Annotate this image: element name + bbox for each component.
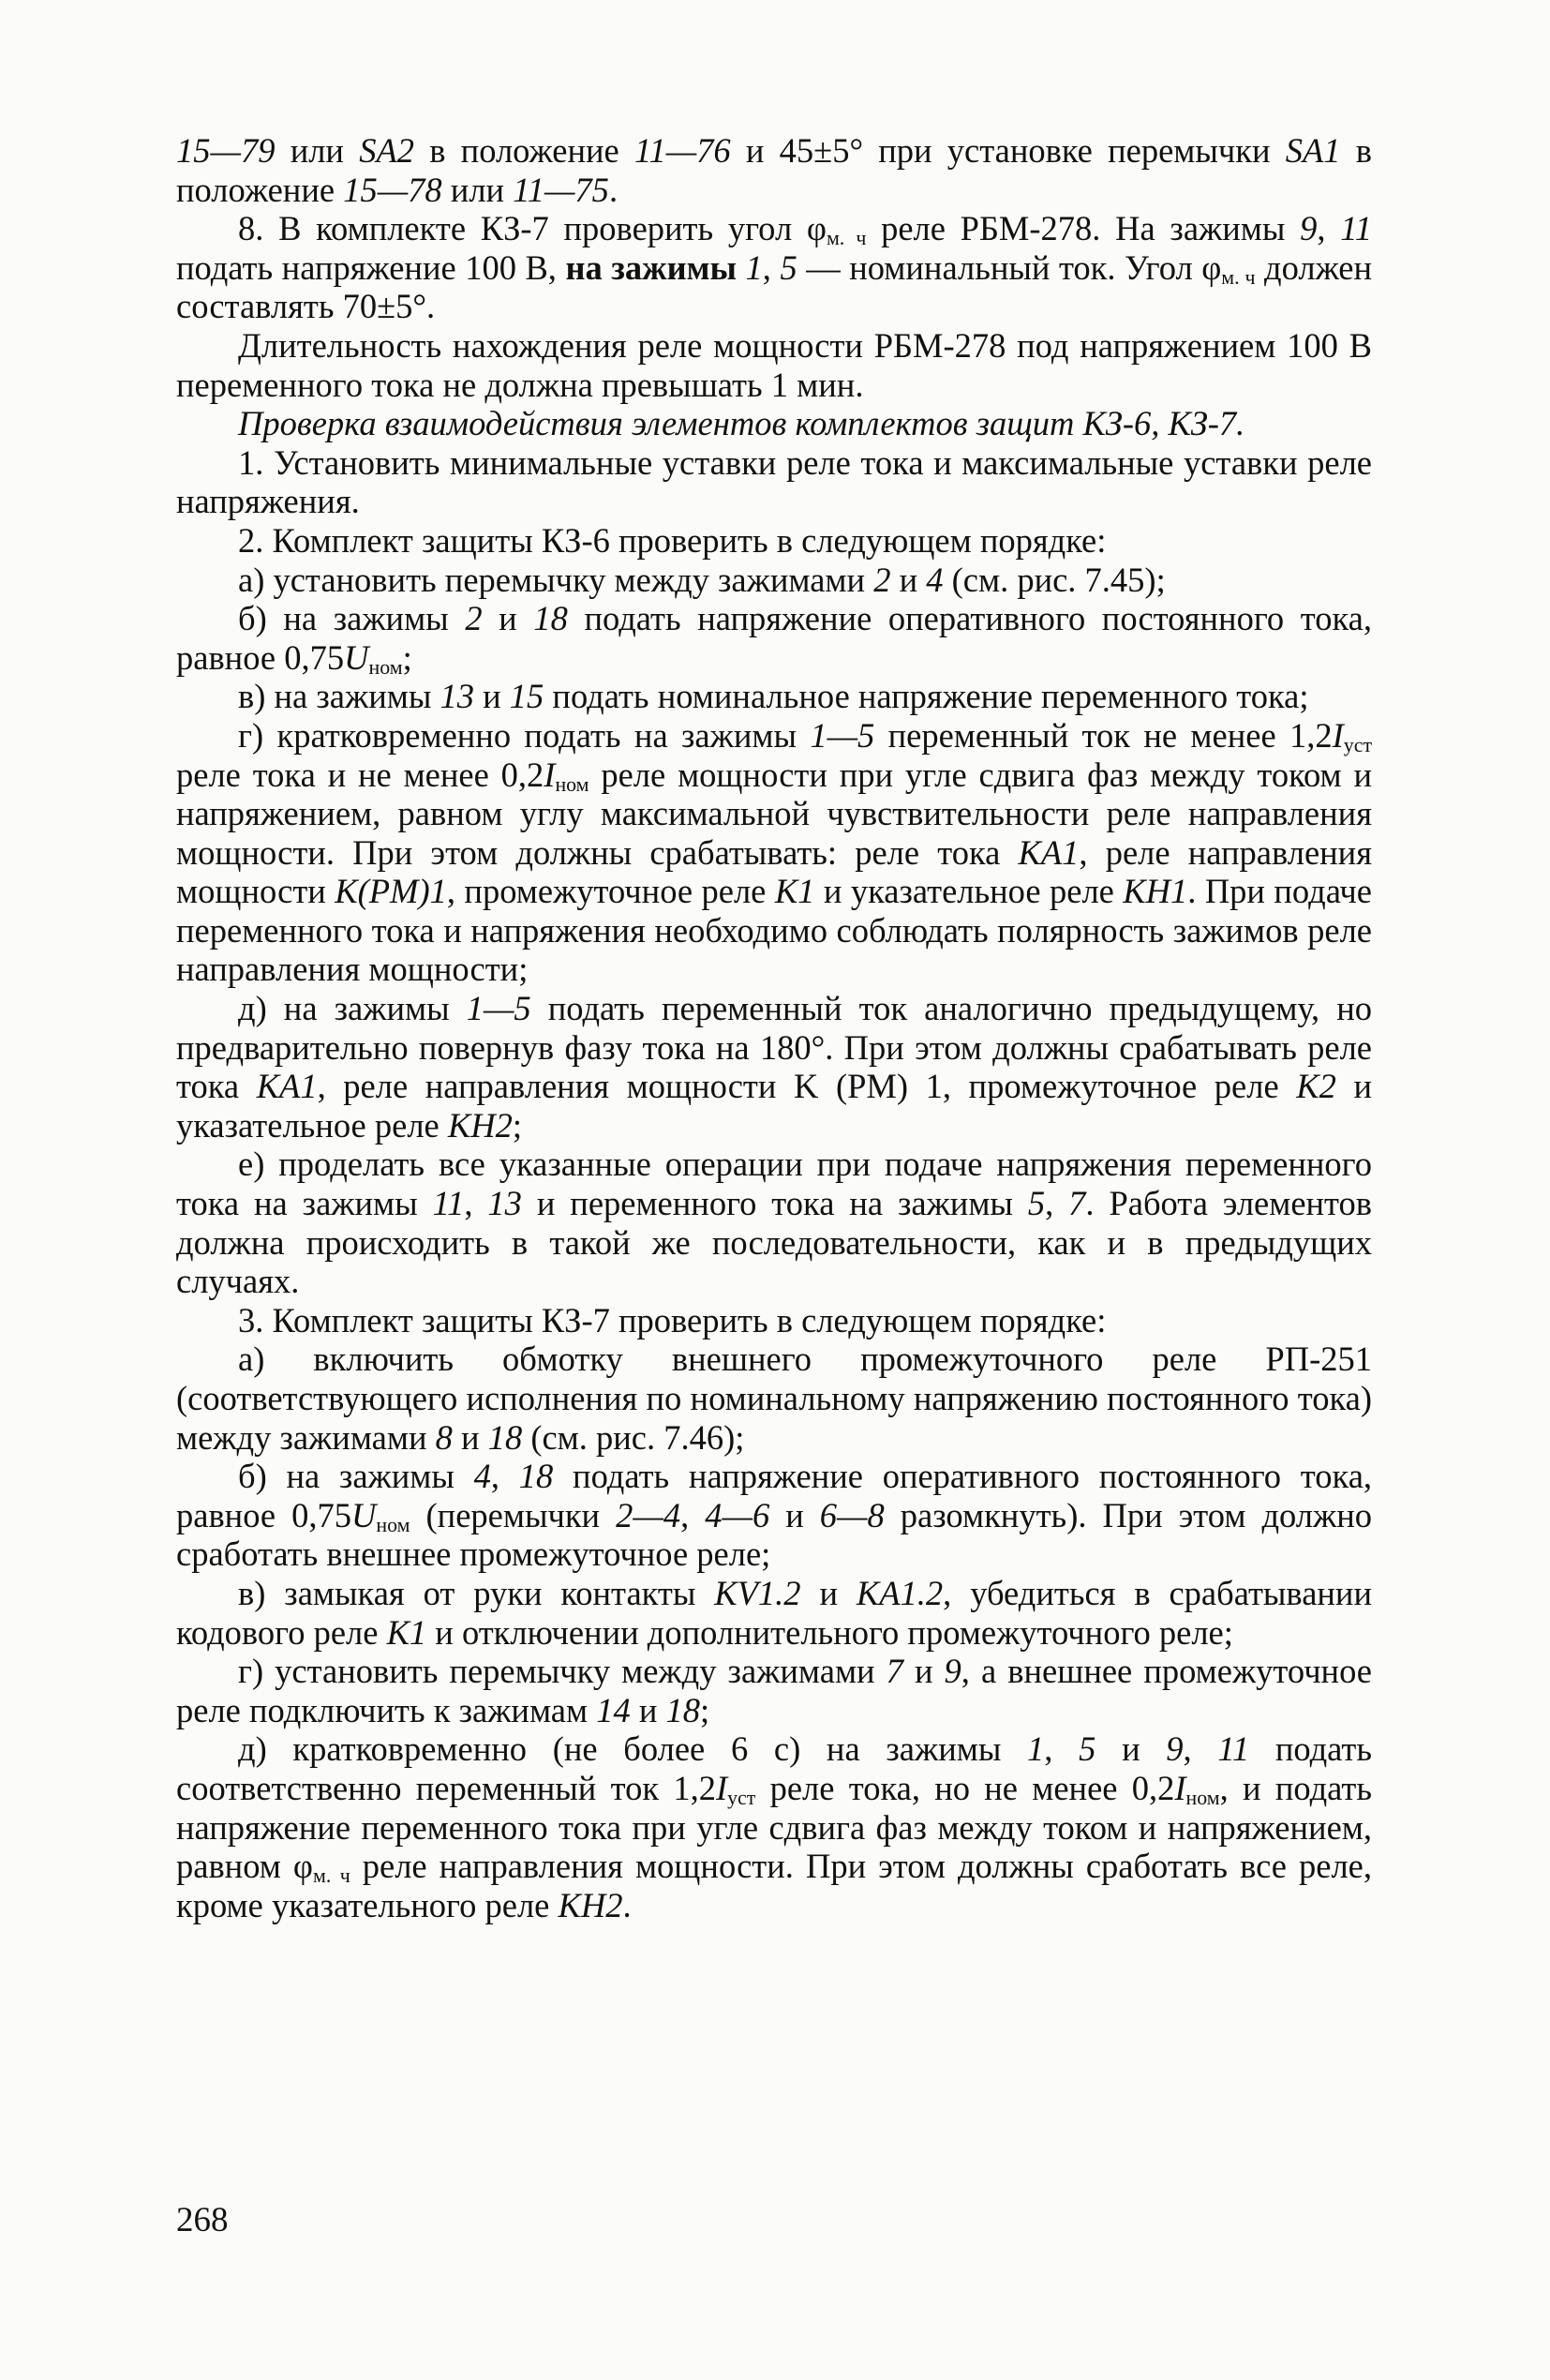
text-run: и	[482, 599, 534, 638]
text-run: и	[630, 1690, 666, 1729]
text-run: 15—79	[176, 131, 276, 170]
text-run: д) на зажимы	[238, 989, 467, 1028]
paragraph	[176, 326, 1372, 404]
text-run: в положение	[413, 131, 634, 170]
text-run: SA1	[1285, 131, 1341, 170]
text-run: 9	[1166, 1729, 1184, 1769]
text-run: .	[622, 1885, 632, 1924]
text-run: , убедиться в срабатывании кодового реле	[176, 1573, 1372, 1652]
text-run: 9	[1300, 209, 1318, 248]
page-body-text	[176, 131, 1372, 1924]
text-run: 13	[487, 1184, 522, 1223]
text-run: 5	[1027, 1184, 1046, 1223]
text-run: 1	[1027, 1729, 1045, 1769]
text-run: реле мощности при угле сдвига фаз между током и напряжением, равном углу максимальной чувствительности реле направления мощности. При этом должны срабатывать: реле тока	[176, 755, 1372, 872]
text-run: б) на зажимы	[238, 599, 466, 638]
paragraph	[176, 1574, 1372, 1652]
text-run: 15—78	[343, 170, 442, 209]
text-run: 7	[886, 1652, 903, 1691]
text-run: Проверка взаимодействия элементов комплектов защит КЗ-6, КЗ-7.	[238, 404, 1245, 443]
text-run: 8. В комплекте КЗ-7 проверить угол φ	[238, 209, 827, 248]
text-run: 8	[435, 1417, 453, 1457]
text-run: 5	[780, 247, 797, 287]
text-run: 1. Установить минимальные уставки реле тока и максимальные уставки реле напряжения.	[176, 442, 1372, 521]
text-run: подать напряжение оперативного постоянного тока, равное 0,75	[176, 599, 1372, 677]
text-run: а) включить обмотку внешнего промежуточного реле РП-251 (соответствующего исполнения по номинальному напряжению постоянного тока) между зажимами	[176, 1340, 1372, 1457]
subscript: м. ч	[826, 226, 867, 249]
text-run: K1	[774, 872, 815, 911]
paragraph	[176, 521, 1372, 561]
text-run: , а внешнее промежуточное реле подключить к зажимам	[176, 1652, 1372, 1729]
text-run: в) на зажимы	[238, 677, 440, 716]
subscript: м. ч	[1221, 264, 1256, 289]
text-run: и отключении дополнительного промежуточного реле;	[426, 1612, 1233, 1652]
text-run: ,	[1183, 1729, 1218, 1769]
subscript: ном	[376, 1512, 410, 1536]
text-run: в положение	[176, 131, 1372, 209]
paragraph	[176, 1145, 1372, 1300]
text-run: и переменного тока на зажимы	[521, 1184, 1028, 1223]
text-run: переменный ток не менее 1,2	[874, 715, 1333, 755]
text-run: и	[474, 677, 510, 716]
text-run: . Работа элементов должна происходить в такой же последовательности, как и в предыдущих случаях.	[176, 1184, 1373, 1301]
text-run: подать напряжение 100 В,	[176, 247, 566, 287]
text-run: (перемычки	[410, 1495, 617, 1534]
text-run: 18	[518, 1457, 554, 1496]
text-run: 11	[432, 1184, 465, 1223]
text-run: а) установить перемычку между зажимами	[238, 560, 874, 599]
text-run: 4	[473, 1457, 491, 1496]
text-run: на зажимы	[565, 247, 738, 287]
paragraph	[176, 561, 1372, 600]
text-run: KH2	[558, 1885, 623, 1924]
text-run: и 45±5° при установке перемычки	[730, 131, 1286, 170]
text-run: 9	[944, 1652, 961, 1691]
text-run: U	[344, 637, 369, 677]
text-run: I	[1174, 1768, 1186, 1807]
text-run: 11	[1340, 209, 1372, 248]
text-run: KV1.2	[714, 1573, 801, 1612]
text-run: или	[275, 131, 360, 170]
text-run: , реле направления мощности	[176, 832, 1372, 911]
text-run: г) кратковременно подать на зажимы	[238, 715, 811, 755]
text-run: должен составлять 70±5°.	[176, 247, 1373, 326]
text-run: реле направления мощности. При этом должны сработать все реле, кроме указательного реле	[176, 1847, 1373, 1924]
text-run: и	[890, 560, 927, 599]
text-run: I	[1332, 715, 1344, 755]
text-run: (см. рис. 7.46);	[522, 1417, 745, 1457]
paragraph	[176, 989, 1372, 1145]
text-run: и указательное реле	[814, 872, 1124, 911]
text-run: KA1	[256, 1067, 318, 1106]
text-run: подать напряжение оперативного постоянного тока, равное 0,75	[176, 1457, 1373, 1534]
text-run: 2—4	[616, 1495, 681, 1534]
paragraph	[176, 599, 1372, 677]
paragraph	[176, 1301, 1372, 1340]
page-number: 268	[176, 2201, 229, 2239]
text-run: .	[608, 170, 619, 209]
text-run: ;	[402, 637, 412, 677]
text-run: 18	[487, 1417, 523, 1457]
text-run: и	[902, 1652, 945, 1691]
paragraph	[176, 1457, 1372, 1574]
text-run: 18	[533, 599, 568, 638]
text-run: 18	[665, 1690, 701, 1729]
text-run: 2. Комплект защиты КЗ-6 проверить в следующем порядке:	[238, 520, 1107, 560]
text-run: в) замыкая от руки контакты	[238, 1573, 715, 1612]
subscript: уст	[727, 1785, 756, 1809]
text-run: 1—5	[810, 715, 875, 755]
text-run: б) на зажимы	[238, 1457, 474, 1496]
text-run: ,	[762, 247, 781, 287]
text-run: ;	[700, 1690, 710, 1729]
text-run: 11	[1217, 1729, 1250, 1769]
text-run: KA1	[1018, 832, 1080, 872]
text-run: (см. рис. 7.45);	[943, 560, 1166, 599]
text-run: KH1	[1123, 872, 1188, 911]
text-run: и	[1095, 1729, 1167, 1769]
text-run: или	[441, 170, 514, 209]
text-run: ;	[512, 1105, 522, 1145]
text-run: 7	[1068, 1184, 1086, 1223]
text-run: и указательное реле	[176, 1067, 1372, 1145]
text-run: 14	[596, 1690, 631, 1729]
text-run: 2	[873, 560, 891, 599]
text-run: , промежуточное реле	[446, 872, 775, 911]
text-run: I	[715, 1768, 728, 1807]
text-run: реле тока и не менее 0,2	[176, 755, 544, 794]
text-run: 13	[440, 677, 474, 716]
text-run: K1	[386, 1612, 427, 1652]
subscript: ном	[555, 771, 589, 796]
subscript: м. ч	[312, 1863, 350, 1887]
text-run: 11—76	[633, 131, 731, 170]
text-run: и	[452, 1417, 488, 1457]
text-run: и	[800, 1573, 857, 1612]
text-run: реле тока, но не менее 0,2	[755, 1768, 1175, 1807]
paragraph	[176, 443, 1372, 521]
paragraph	[176, 131, 1372, 209]
text-run: ,	[680, 1495, 706, 1534]
text-run: подать переменный ток аналогично предыдущему, но предварительно повернув фазу тока на 180°. При этом должны срабатывать реле тока	[176, 989, 1373, 1106]
text-run: подать номинальное напряжение переменного тока;	[544, 677, 1309, 716]
text-run: и	[769, 1495, 820, 1534]
text-run: 6—8	[819, 1495, 885, 1534]
text-run: U	[351, 1495, 377, 1534]
text-run: SA2	[359, 131, 414, 170]
subscript: уст	[1343, 732, 1373, 756]
text-run: ,	[464, 1184, 488, 1223]
text-run: I	[544, 755, 556, 794]
text-run: подать соответственно переменный ток 1,2	[176, 1729, 1373, 1807]
paragraph	[176, 677, 1372, 716]
subscript: ном	[1185, 1785, 1220, 1809]
subscript: ном	[368, 654, 403, 679]
text-run: 2	[465, 599, 483, 638]
text-run: 1—5	[466, 989, 531, 1028]
text-run: KA1.2	[856, 1573, 944, 1612]
text-run: 15	[509, 677, 544, 716]
paragraph	[176, 716, 1372, 989]
text-run: 11—75	[513, 170, 609, 209]
paragraph	[176, 1340, 1372, 1457]
text-run	[737, 248, 746, 287]
text-run: , и подать напряжение переменного тока при угле сдвига фаз между током и напряжением, равном φ	[176, 1768, 1372, 1886]
paragraph	[176, 404, 1372, 443]
text-run: 4	[926, 560, 944, 599]
text-run: — номинальный ток. Угол φ	[797, 247, 1222, 287]
text-run: 5	[1079, 1729, 1096, 1769]
text-run: ,	[490, 1457, 519, 1496]
text-run: ,	[1045, 1184, 1069, 1223]
text-run: е) проделать все указанные операции при подаче напряжения переменного тока на зажимы	[176, 1145, 1372, 1223]
text-run: д) кратковременно (не более 6 с) на зажимы	[238, 1729, 1028, 1769]
text-run: . При подаче переменного тока и напряжения необходимо соблюдать полярность зажимов реле направления мощности;	[176, 872, 1372, 989]
paragraph	[176, 209, 1372, 326]
text-run: ,	[1044, 1729, 1080, 1769]
text-run: 3. Комплект защиты КЗ-7 проверить в следующем порядке:	[238, 1300, 1107, 1340]
text-run: Длительность нахождения реле мощности РБМ-278 под напряжением 100 В переменного тока не должна превышать 1 мин.	[176, 325, 1372, 404]
text-run: , реле направления мощности K (PM) 1, промежуточное реле	[317, 1067, 1297, 1106]
text-run: ,	[1317, 209, 1341, 248]
text-run: K(PM)1	[335, 872, 447, 911]
text-run: г) установить перемычку между зажимами	[238, 1652, 887, 1691]
paragraph	[176, 1729, 1372, 1924]
text-run: 1	[745, 247, 763, 287]
text-run: K2	[1296, 1067, 1336, 1106]
text-run: 4—6	[705, 1495, 770, 1534]
text-run: разомкнуть). При этом должно сработать внешнее промежуточное реле;	[176, 1495, 1373, 1574]
paragraph	[176, 1652, 1372, 1729]
text-run: KH2	[447, 1105, 513, 1145]
text-run: реле РБМ-278. На зажимы	[866, 209, 1301, 248]
